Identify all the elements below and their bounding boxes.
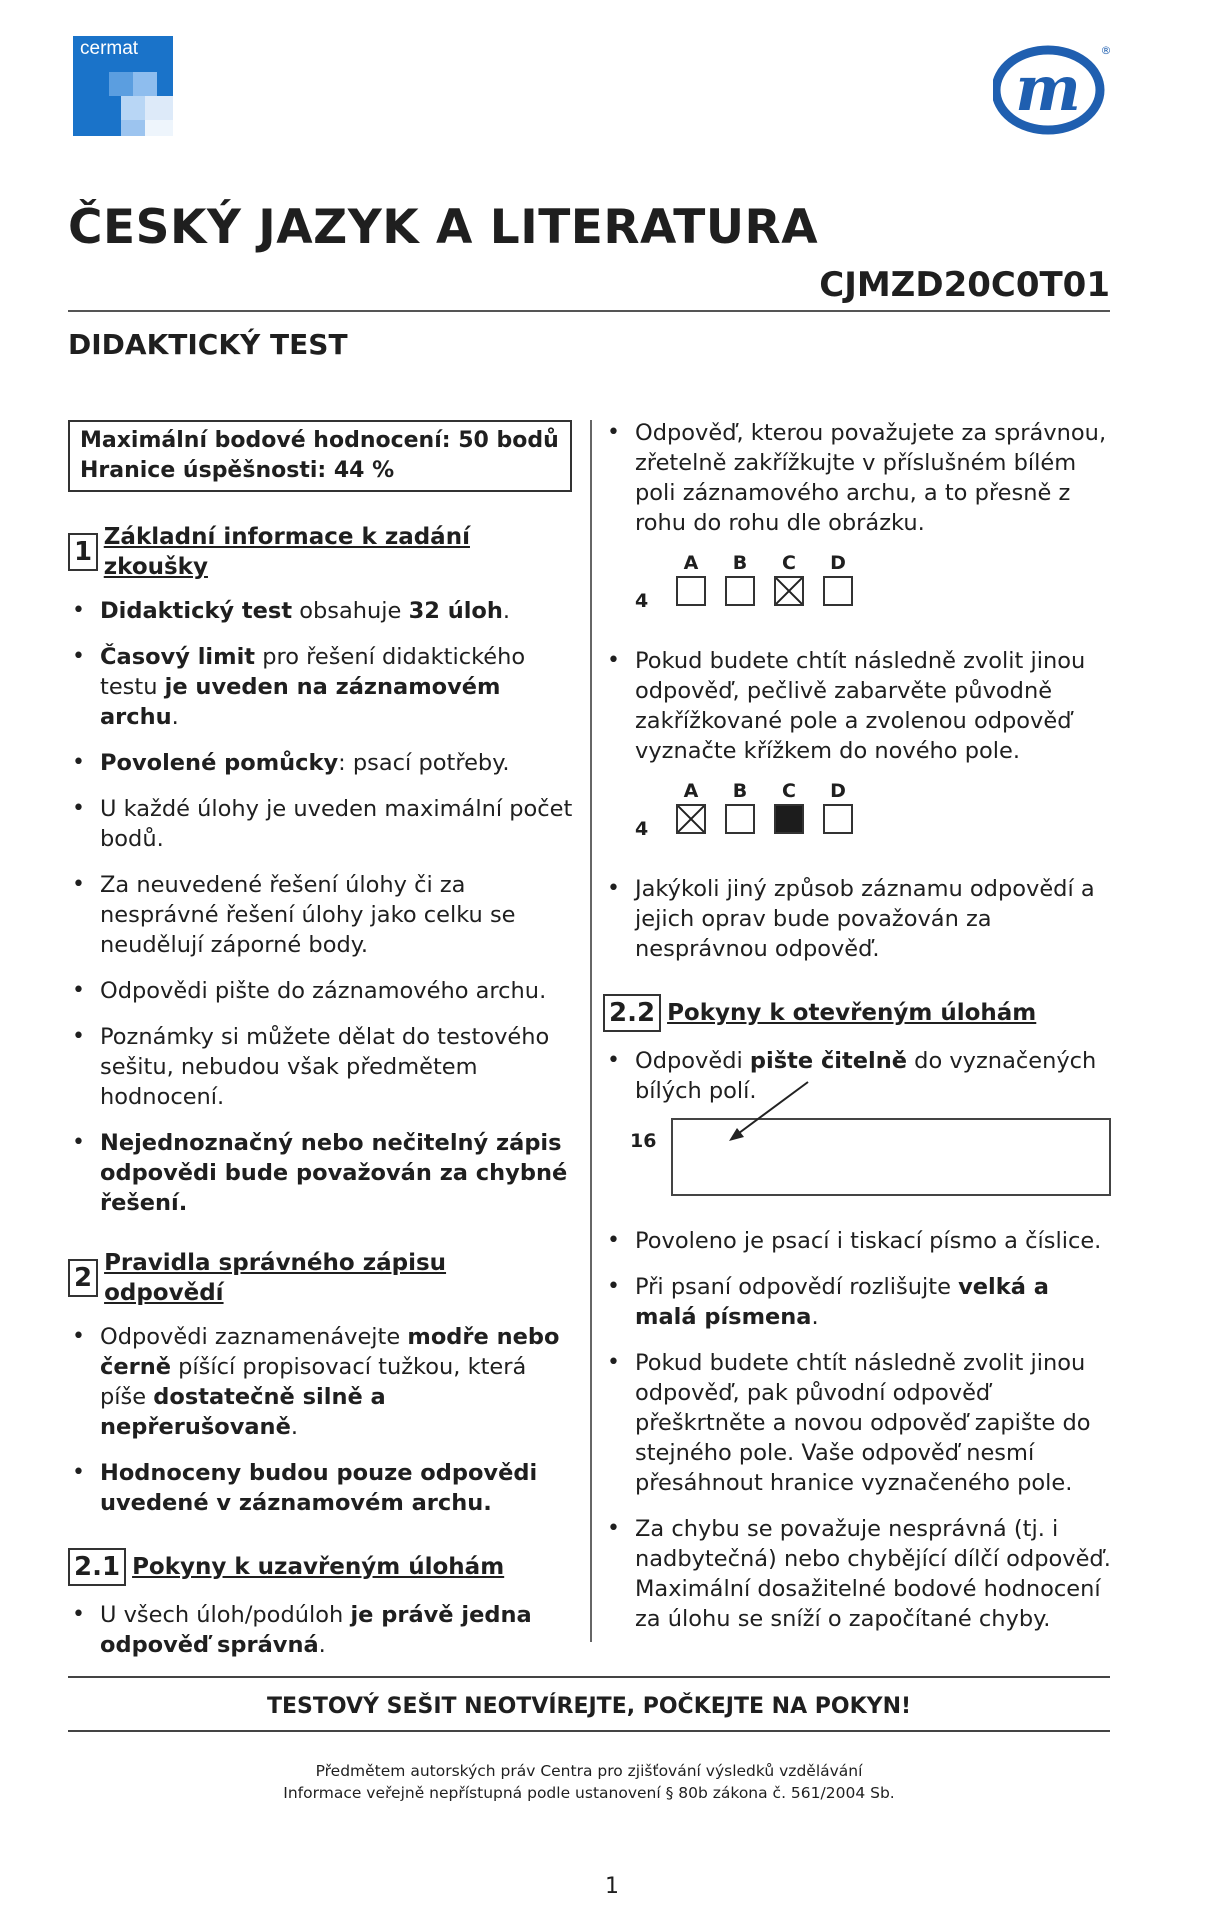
list-item: • Odpověď, kterou považujete za správnou, zřetelně zakřížkujte v příslušném bílém poli záznamového archu, a to přesně z rohu do rohu dle obrázku. xyxy=(603,418,1113,538)
divider xyxy=(68,1676,1110,1678)
section-2-2-list-cont xyxy=(603,1226,1113,1634)
section-2-list xyxy=(68,1322,573,1518)
maturita-logo-icon xyxy=(993,40,1113,135)
cermat-logo xyxy=(73,36,173,136)
option-label: A xyxy=(683,552,699,574)
section-1-heading xyxy=(68,522,573,582)
list-item: • U všech úloh/podúloh je právě jedna odpověď správná. xyxy=(68,1600,573,1660)
row-number: 4 xyxy=(635,590,649,612)
notice: TESTOVÝ SEŠIT NEOTVÍREJTE, POČKEJTE NA POKYN! xyxy=(266,1694,912,1719)
section-2-1-list-cont xyxy=(603,418,1113,538)
list-item: • Za chybu se považuje nesprávná (tj. i nadbytečná) nebo chybějící dílčí odpověď. Maximální dosažitelné bodové hodnocení za úlohu se sníží o započítané chyby. xyxy=(603,1514,1113,1634)
row-number: 4 xyxy=(635,818,649,840)
list-item: • Didaktický test obsahuje 32 úloh. xyxy=(68,596,573,626)
left-column xyxy=(68,420,573,1676)
test-code: CJMZD20C0T01 xyxy=(819,265,1110,305)
section-title: Pravidla správného zápisu odpovědí xyxy=(104,1250,447,1306)
answer-grid-example-cross xyxy=(603,542,1113,628)
task-number: 16 xyxy=(630,1130,657,1152)
score-box xyxy=(68,420,572,492)
section-title: Pokyny k otevřeným úlohám xyxy=(667,1000,1037,1026)
pass-threshold: Hranice úspěšnosti: 44 % xyxy=(80,458,395,483)
list-item: • U každé úlohy je uveden maximální počet bodů. xyxy=(68,794,573,854)
answer-box-crossed xyxy=(676,804,706,834)
list-item: • Pokud budete chtít následně zvolit jinou odpověď, pak původní odpověď přeškrtněte a novou odpověď zapište do stejného pole. Vaše odpověď nesmí přesáhnout hranice vyznačeného pole. xyxy=(603,1348,1113,1498)
answer-box xyxy=(725,576,755,606)
answer-box xyxy=(725,804,755,834)
section-2-2-list xyxy=(603,1046,1113,1106)
answer-grid-example-correction xyxy=(603,770,1113,856)
section-2-2-heading xyxy=(603,994,1113,1032)
list-item: • Odpovědi pište čitelně do vyznačených bílých polí. xyxy=(603,1046,1113,1106)
svg-text:m: m xyxy=(1015,52,1081,125)
answer-box xyxy=(676,576,706,606)
subtitle: DIDAKTICKÝ TEST xyxy=(68,328,348,361)
divider xyxy=(68,310,1110,312)
answer-box-filled xyxy=(774,804,804,834)
arrow-icon xyxy=(723,1078,813,1148)
max-points: Maximální bodové hodnocení: 50 bodů xyxy=(80,428,559,453)
option-label: B xyxy=(732,552,748,574)
right-column xyxy=(603,418,1113,1650)
option-label: B xyxy=(732,780,748,802)
answer-box xyxy=(823,804,853,834)
logo-text: cermat xyxy=(80,38,139,59)
list-item: • Povoleno je psací i tiskací písmo a číslice. xyxy=(603,1226,1113,1256)
section-2-1-list-cont2 xyxy=(603,646,1113,766)
answer-box-crossed xyxy=(774,576,804,606)
section-title: Základní informace k zadání zkoušky xyxy=(103,524,470,580)
copyright-line: Předmětem autorských práv Centra pro zjišťování výsledků vzdělávání xyxy=(315,1762,863,1780)
section-title: Pokyny k uzavřeným úlohám xyxy=(132,1554,505,1580)
list-item: • Povolené pomůcky: psací potřeby. xyxy=(68,748,573,778)
option-label: C xyxy=(782,780,796,802)
list-item: • Poznámky si můžete dělat do testového sešitu, nebudou však předmětem hodnocení. xyxy=(68,1022,573,1112)
page-number: 1 xyxy=(605,1874,619,1899)
section-number: 2.2 xyxy=(603,994,661,1032)
divider xyxy=(68,1730,1110,1732)
section-2-1-list-cont3 xyxy=(603,874,1113,964)
svg-text:®: ® xyxy=(1100,44,1112,57)
section-2-heading xyxy=(68,1248,573,1308)
section-2-1-list xyxy=(68,1600,573,1660)
list-item: • Hodnoceny budou pouze odpovědi uvedené v záznamovém archu. xyxy=(68,1458,573,1518)
section-1-list xyxy=(68,596,573,1218)
list-item: • Pokud budete chtít následně zvolit jinou odpověď, pečlivě zabarvěte původně zakřížkované pole a zvolenou odpověď vyznačte křížkem do nového pole. xyxy=(603,646,1113,766)
legal-line: Informace veřejně nepřístupná podle ustanovení § 80b zákona č. 561/2004 Sb. xyxy=(283,1784,895,1802)
open-answer-example xyxy=(603,1110,1113,1210)
list-item: • Jakýkoli jiný způsob záznamu odpovědí a jejich oprav bude považován za nesprávnou odpověď. xyxy=(603,874,1113,964)
list-item: • Nejednoznačný nebo nečitelný zápis odpovědi bude považován za chybné řešení. xyxy=(68,1128,573,1218)
list-item: • Odpovědi pište do záznamového archu. xyxy=(68,976,573,1006)
section-number: 2.1 xyxy=(68,1548,126,1586)
copyright-footer xyxy=(68,1760,1110,1804)
section-number: 1 xyxy=(68,533,98,571)
option-label: D xyxy=(830,552,846,574)
list-item: • Odpovědi zaznamenávejte modře nebo černě píšící propisovací tužkou, která píše dostatečně silně a nepřerušovaně. xyxy=(68,1322,573,1442)
section-number: 2 xyxy=(68,1259,98,1297)
option-label: D xyxy=(830,780,846,802)
column-divider xyxy=(590,420,592,1642)
cross-icon xyxy=(678,806,704,832)
cross-icon xyxy=(776,578,802,604)
answer-box xyxy=(823,576,853,606)
list-item: • Časový limit pro řešení didaktického testu je uveden na záznamovém archu. xyxy=(68,642,573,732)
option-label: C xyxy=(782,552,796,574)
option-label: A xyxy=(683,780,699,802)
section-2-1-heading xyxy=(68,1548,573,1586)
list-item: • Při psaní odpovědí rozlišujte velká a malá písmena. xyxy=(603,1272,1113,1332)
list-item: • Za neuvedené řešení úlohy či za nesprávné řešení úlohy jako celku se neudělují záporné body. xyxy=(68,870,573,960)
page-title: ČESKÝ JAZYK A LITERATURA xyxy=(68,200,819,255)
